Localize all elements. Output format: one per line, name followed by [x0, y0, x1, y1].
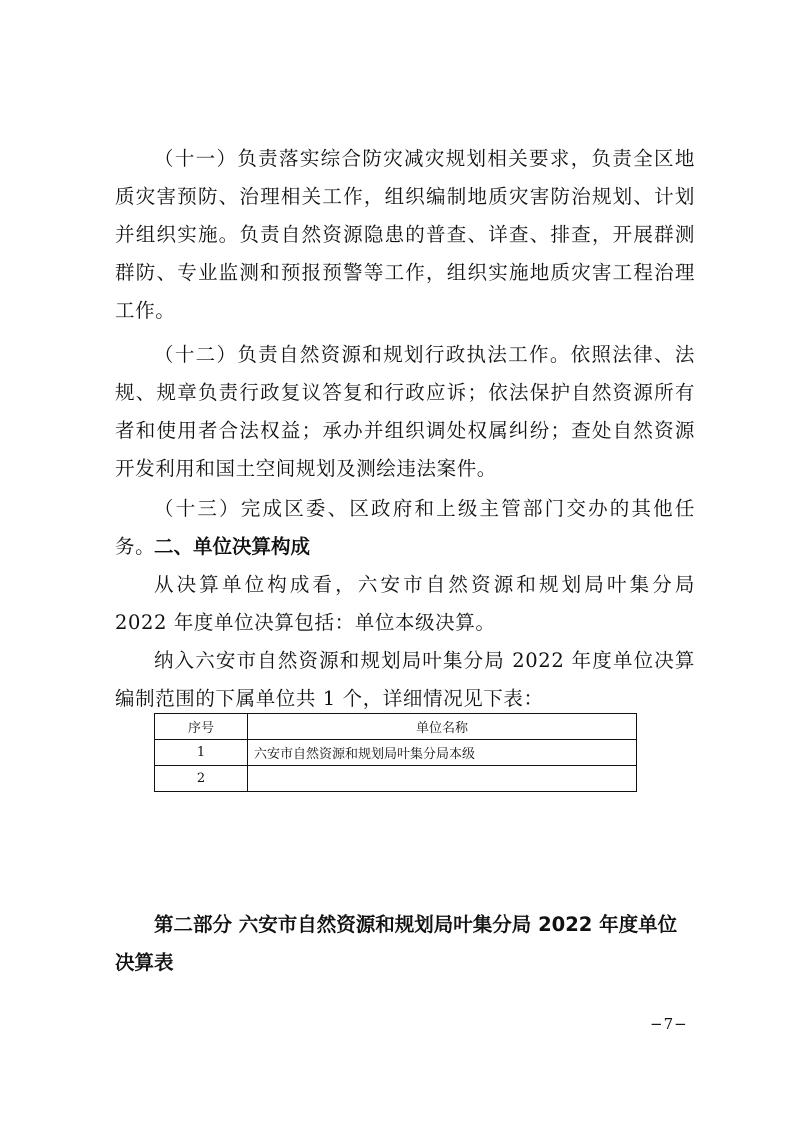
- table-row: [155, 740, 637, 766]
- section-heading-unit-composition: 二、单位决算构成: [154, 535, 311, 558]
- paragraph-composition-summary: 从决算单位构成看，六安市自然资源和规划局叶集分局 2022 年度单位决算包括：单位本级决算。: [115, 573, 695, 634]
- table-header-row: [155, 714, 637, 740]
- unit-table: [154, 713, 637, 792]
- paragraph-subordinate-units: 纳入六安市自然资源和规划局叶集分局 2022 年度单位决算编制范围的下属单位共 1 个，详细情况见下表：: [115, 649, 695, 710]
- paragraph-item-11: （十一）负责落实综合防灾减灾规划相关要求，负责全区地质灾害预防、治理相关工作，组织编制地质灾害防治规划、计划并组织实施。负责自然资源隐患的普查、详查、排查，开展群测群防、专业监测和预报预警等工作，组织实施地质灾害工程治理工作。: [115, 147, 695, 322]
- table-header-no: 序号: [155, 714, 248, 740]
- table-cell-no: 1: [155, 740, 248, 766]
- part-two-title: 第二部分 六安市自然资源和规划局叶集分局 2022 年度单位决算表: [115, 913, 678, 974]
- paragraph-item-12: （十二）负责自然资源和规划行政执法工作。依照法律、法规、规章负责行政复议答复和行政应诉；依法保护自然资源所有者和使用者合法权益；承办并组织调处权属纠纷；查处自然资源开发利用和国土空间规划及测绘违法案件。: [115, 343, 695, 480]
- table-cell-name: 六安市自然资源和规划局叶集分局本级: [248, 740, 637, 766]
- table-row: [155, 766, 637, 792]
- table-cell-no: 2: [155, 766, 248, 792]
- paragraph-item-13: （十三）完成区委、区政府和上级主管部门交办的其他任务。: [115, 497, 695, 558]
- table-header-name: 单位名称: [248, 714, 637, 740]
- page-number: −7−: [650, 1015, 688, 1033]
- table-cell-name: [248, 766, 637, 792]
